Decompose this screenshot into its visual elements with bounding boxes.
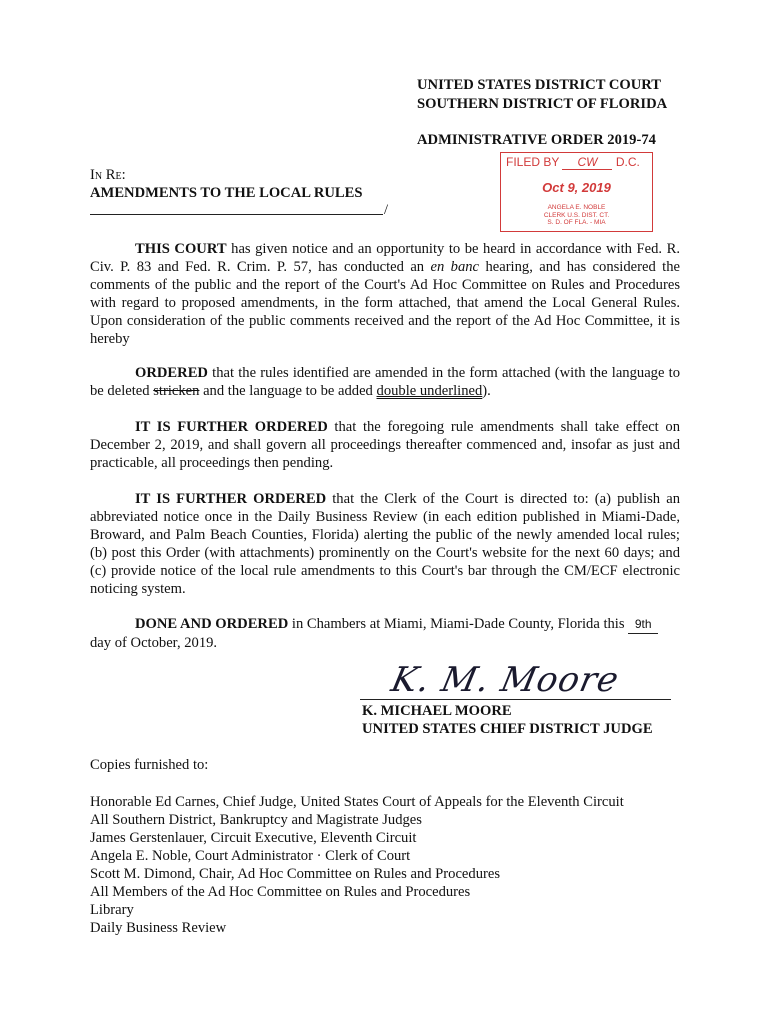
judge-title: UNITED STATES CHIEF DISTRICT JUDGE xyxy=(362,721,653,737)
p4-lead: IT IS FURTHER ORDERED xyxy=(135,491,327,507)
paragraph-ordered: ORDERED that the rules identified are amended in the form attached (with the language to be deleted stricken and the language to be added double underlined). xyxy=(90,365,680,399)
order-title: ADMINISTRATIVE ORDER 2019-74 xyxy=(417,132,656,148)
list-item: James Gerstenlauer, Circuit Executive, Eleventh Circuit xyxy=(90,830,417,846)
caption-in-re: In Re: xyxy=(90,167,126,183)
p2-lead: ORDERED xyxy=(135,365,208,381)
stamp-initials: CW xyxy=(562,155,612,170)
day-blank: 9th xyxy=(628,615,658,634)
copies-heading: Copies furnished to: xyxy=(90,757,209,773)
list-item: Daily Business Review xyxy=(90,920,227,936)
stamp-filed-by: FILED BY xyxy=(506,155,560,169)
p1-en-banc: en banc xyxy=(430,259,480,275)
stamp-filed-by-line xyxy=(506,155,640,170)
paragraph-clerk-directions: IT IS FURTHER ORDERED that the Clerk of the Court is directed to: (a) publish an abbreviated notice once in the Daily Business Review (in each edition published in Miami-Dade, Broward, and Palm Beach Counties, Florida) alerting the public of the newly amended local rules; (b) post this Order (with attachments) prominently on the Court's website for the next 60 days; and (c) provide notice of the local rule amendments to this Court's bar through the CM/ECF electronic noticing system. xyxy=(90,491,680,597)
double-underlined-example: double underlined xyxy=(376,383,483,399)
p3-lead: IT IS FURTHER ORDERED xyxy=(135,419,328,435)
list-item: Angela E. Noble, Court Administrator · Clerk of Court xyxy=(90,848,411,864)
stamp-clerk-info xyxy=(501,204,652,227)
court-name-line1: UNITED STATES DISTRICT COURT xyxy=(417,77,662,93)
judge-name: K. MICHAEL MOORE xyxy=(362,703,512,719)
caption-rule-line xyxy=(90,214,383,215)
stamp-clerk-name: ANGELA E. NOBLE xyxy=(547,204,606,211)
paragraph-this-court: THIS COURT has given notice and an opportunity to be heard in accordance with Fed. R. Civ. P. 83 and Fed. R. Crim. P. 57, has conducted an en banc hearing, and has considered the comments of the public and the report of the Court's Ad Hoc Committee on Rules and Procedures with regard to proposed amendments, in the form attached, that amend the Local General Rules. Upon consideration of the public comments received and the report of the Ad Hoc Committee, it is hereby xyxy=(90,241,680,347)
list-item: Scott M. Dimond, Chair, Ad Hoc Committee on Rules and Procedures xyxy=(90,866,501,882)
list-item: Library xyxy=(90,902,134,918)
court-name-line2: SOUTHERN DISTRICT OF FLORIDA xyxy=(417,96,668,112)
list-item: All Members of the Ad Hoc Committee on Rules and Procedures xyxy=(90,884,471,900)
list-item: All Southern District, Bankruptcy and Magistrate Judges xyxy=(90,812,422,828)
stamp-date: Oct 9, 2019 xyxy=(542,180,611,195)
stamp-district: S. D. OF FLA. - MIA xyxy=(547,219,606,227)
signature-line xyxy=(360,699,671,700)
p5-lead: DONE AND ORDERED xyxy=(135,616,289,632)
paragraph-effective-date: IT IS FURTHER ORDERED that the foregoing rule amendments shall take effect on December 2, 2019, and shall govern all proceedings thereafter commenced and, insofar as just and practicable, all proceedings then pending. xyxy=(90,419,680,471)
p1-lead: THIS COURT xyxy=(135,241,227,257)
caption-subject: AMENDMENTS TO THE LOCAL RULES xyxy=(90,185,363,201)
stricken-example: stricken xyxy=(153,383,200,399)
copies-list xyxy=(90,793,624,937)
stamp-dc: D.C. xyxy=(615,155,640,169)
stamp-clerk-office: CLERK U.S. DIST. CT. xyxy=(543,211,610,219)
filed-stamp xyxy=(500,152,653,232)
caption-slash: / xyxy=(384,202,389,218)
paragraph-done-and-ordered: DONE AND ORDERED in Chambers at Miami, Miami-Dade County, Florida this 9th day of October, 2019. xyxy=(90,615,680,652)
list-item: Honorable Ed Carnes, Chief Judge, United States Court of Appeals for the Eleventh Circuit xyxy=(90,794,624,810)
handwritten-signature: K. M. Moore xyxy=(387,660,623,700)
